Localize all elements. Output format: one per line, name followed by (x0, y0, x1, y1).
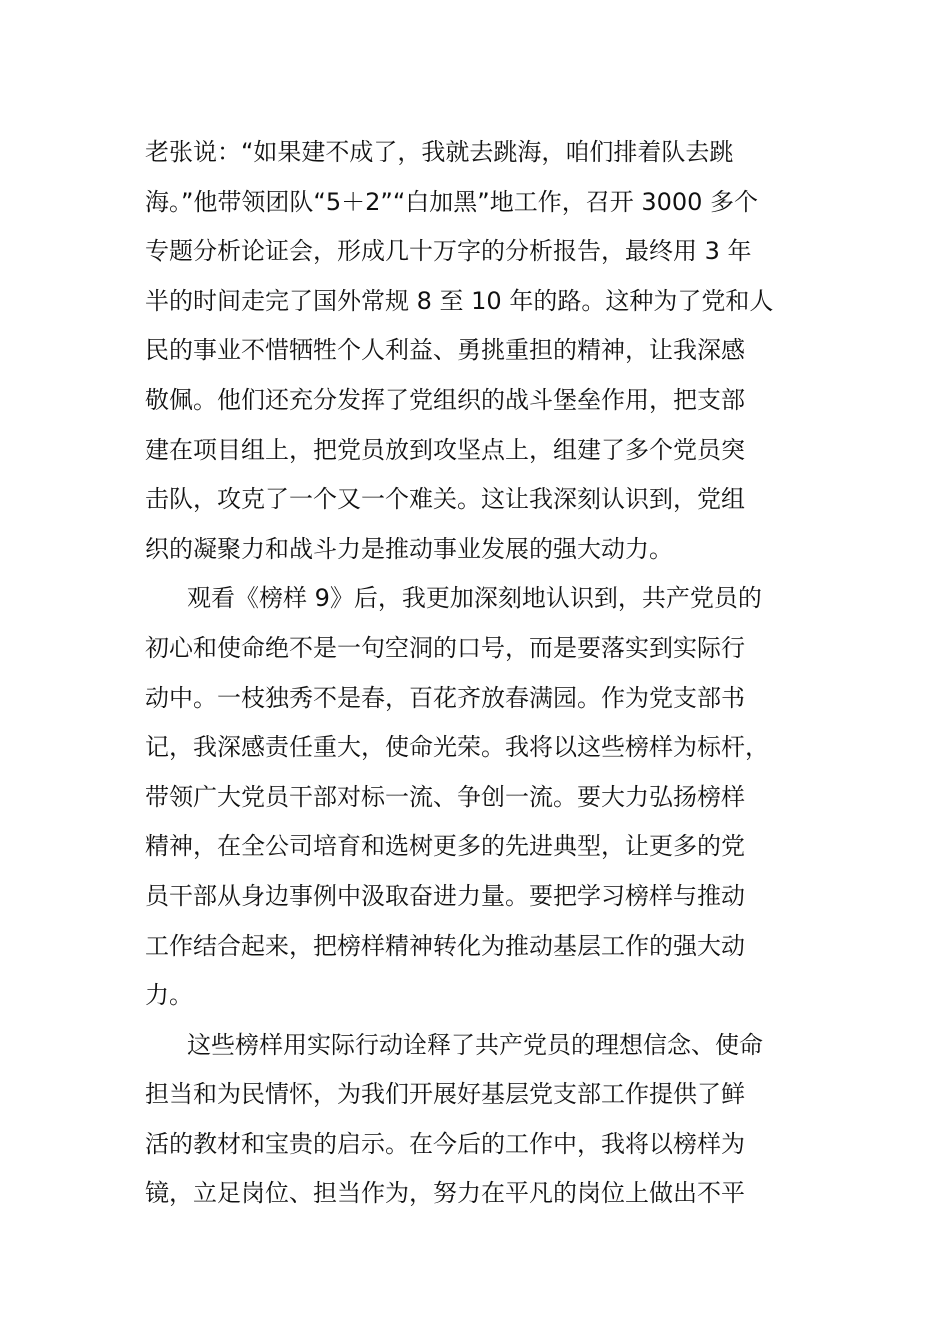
text-line: 力。 (145, 981, 193, 1010)
text-line: 击队，攻克了一个又一个难关。这让我深刻认识到，党组 (145, 485, 745, 514)
text-line: 担当和为民情怀，为我们开展好基层党支部工作提供了鲜 (145, 1080, 745, 1109)
text-line: 敬佩。他们还充分发挥了党组织的战斗堡垒作用，把支部 (145, 385, 745, 414)
text-line: 老张说：“如果建不成了，我就去跳海，咱们排着队去跳 (145, 138, 734, 166)
text-line: 民的事业不惜牺牲个人利益、勇挑重担的精神，让我深感 (145, 336, 745, 365)
paragraph-3 (145, 1021, 805, 1219)
text-line-first: 观看《榜样 9》后，我更加深刻地认识到，共产党员的 (187, 584, 762, 613)
text-line: 带领广大党员干部对标一流、争创一流。要大力弘扬榜样 (145, 782, 745, 811)
text-line: 精神，在全公司培育和选树更多的先进典型，让更多的党 (145, 832, 745, 861)
text-line: 记，我深感责任重大，使命光荣。我将以这些榜样为标杆， (145, 733, 769, 762)
text-line: 员干部从身边事例中汲取奋进力量。要把学习榜样与推动 (145, 881, 745, 910)
text-line: 动中。一枝独秀不是春，百花齐放春满园。作为党支部书 (145, 683, 745, 712)
text-line: 半的时间走完了国外常规 8 至 10 年的路。这种为了党和人 (145, 286, 774, 315)
text-line: 建在项目组上，把党员放到攻坚点上，组建了多个党员突 (145, 435, 745, 464)
document-body (145, 128, 805, 1219)
text-line: 镜，立足岗位、担当作为，努力在平凡的岗位上做出不平 (145, 1179, 745, 1208)
paragraph-1 (145, 128, 805, 574)
text-line-first: 这些榜样用实际行动诠释了共产党员的理想信念、使命 (187, 1030, 763, 1059)
text-line: 专题分析论证会，形成几十万字的分析报告，最终用 3 年 (145, 237, 752, 266)
text-line: 海。”他带领团队“5＋2”“白加黑”地工作，召开 3000 多个 (145, 187, 759, 216)
paragraph-2 (145, 574, 805, 1020)
text-line: 初心和使命绝不是一句空洞的口号，而是要落实到实际行 (145, 633, 745, 662)
text-line: 工作结合起来，把榜样精神转化为推动基层工作的强大动 (145, 931, 745, 960)
text-line: 活的教材和宝贵的启示。在今后的工作中，我将以榜样为 (145, 1129, 745, 1158)
text-line: 织的凝聚力和战斗力是推动事业发展的强大动力。 (145, 534, 673, 563)
